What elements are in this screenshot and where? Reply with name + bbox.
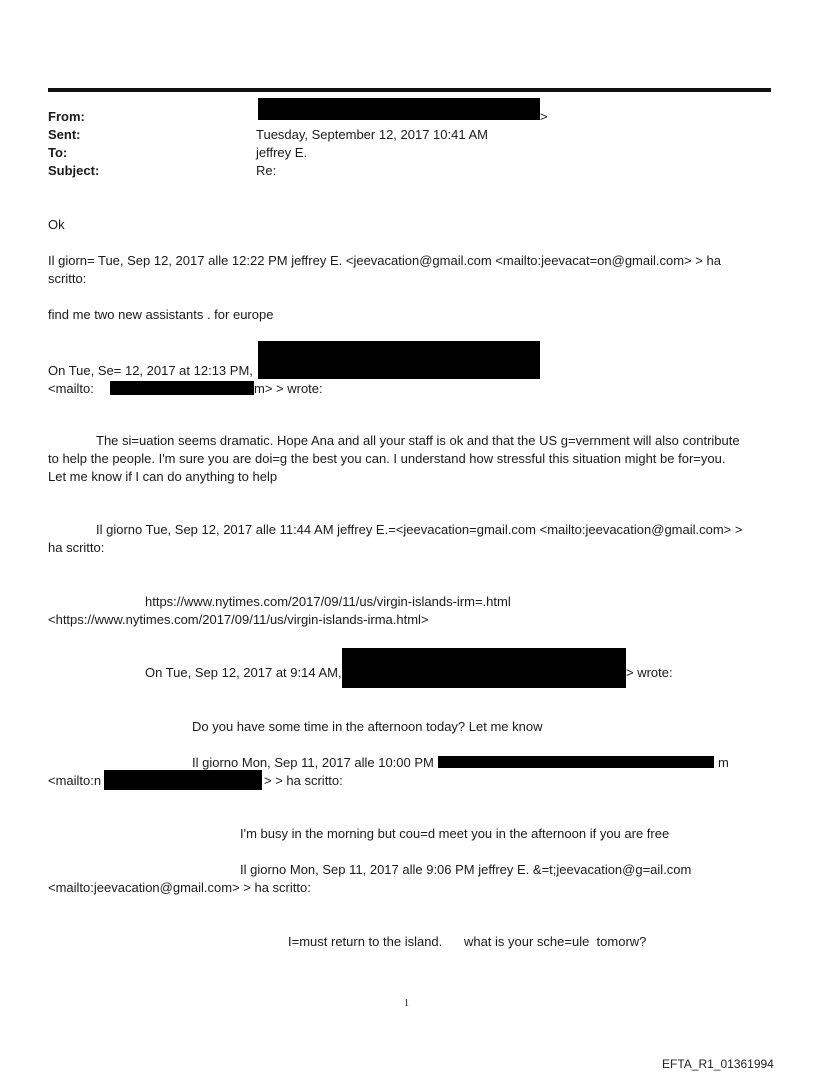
body-line: > > ha scritto:: [264, 773, 343, 788]
body-line: <mailto:jeevacation@gmail.com> > ha scritto:: [48, 880, 311, 895]
body-line: Il giorno Mon, Sep 11, 2017 alle 10:00 PM: [192, 755, 434, 770]
body-line: I'm busy in the morning but cou=d meet you in the afternoon if you are free: [240, 826, 670, 841]
redaction-sender-2: [342, 648, 626, 688]
header-rule: [48, 88, 771, 92]
body-line: ha scritto:: [48, 540, 105, 555]
sent-label: Sent:: [48, 127, 81, 142]
body-line: Ok: [48, 217, 65, 232]
body-line: scritto:: [48, 271, 87, 286]
body-line: On Tue, Sep 12, 2017 at 9:14 AM,: [145, 665, 342, 680]
body-line: I=must return to the island. what is your sche=ule tomorw?: [288, 934, 647, 949]
from-value-tail: >: [540, 109, 548, 124]
body-line: Il giorn= Tue, Sep 12, 2017 alle 12:22 PM jeffrey E. <jeevacation@gmail.com <mailto:jeevacat=on@gmail.com> > ha: [48, 253, 721, 268]
body-line: On Tue, Se= 12, 2017 at 12:13 PM,: [48, 363, 253, 378]
redaction-mailto: [110, 381, 254, 395]
body-line: m> > wrote:: [254, 381, 323, 396]
body-line: m: [718, 755, 729, 770]
to-label: To:: [48, 145, 68, 160]
redaction-mailto-2: [104, 770, 262, 790]
body-line: Do you have some time in the afternoon today? Let me know: [192, 719, 543, 734]
subject-label: Subject:: [48, 163, 100, 178]
body-line: <mailto:: [48, 381, 94, 396]
body-line: to help the people. I'm sure you are doi=g the best you can. I understand how stressful this situation might be for=you.: [48, 451, 726, 466]
body-line: The si=uation seems dramatic. Hope Ana and all your staff is ok and that the US g=vernment will also contribute: [96, 433, 740, 448]
body-line: > wrote:: [626, 665, 673, 680]
body-line: Let me know if I can do anything to help: [48, 469, 278, 484]
to-value: jeffrey E.: [256, 145, 308, 160]
redaction-from: [258, 98, 540, 120]
body-line: <mailto:n: [48, 773, 102, 788]
body-line: find me two new assistants . for europe: [48, 307, 274, 322]
redaction-sender: [258, 341, 540, 379]
from-label: From:: [48, 109, 85, 124]
page-number: 1: [404, 998, 409, 1009]
document-id: EFTA_R1_01361994: [662, 1057, 774, 1071]
subject-value: Re:: [256, 163, 277, 178]
body-line: Il giorno Mon, Sep 11, 2017 alle 9:06 PM jeffrey E. &=t;jeevacation@g=ail.com: [240, 862, 692, 877]
sent-value: Tuesday, September 12, 2017 10:41 AM: [256, 127, 488, 142]
body-line: <https://www.nytimes.com/2017/09/11/us/virgin-islands-irma.html>: [48, 612, 429, 627]
body-line: https://www.nytimes.com/2017/09/11/us/virgin-islands-irm=.html: [145, 594, 511, 609]
redaction-sender-3: [438, 756, 714, 768]
body-line: Il giorno Tue, Sep 12, 2017 alle 11:44 AM jeffrey E.=<jeevacation=gmail.com <mailto:jeevacation@gmail.com> >: [96, 522, 743, 537]
